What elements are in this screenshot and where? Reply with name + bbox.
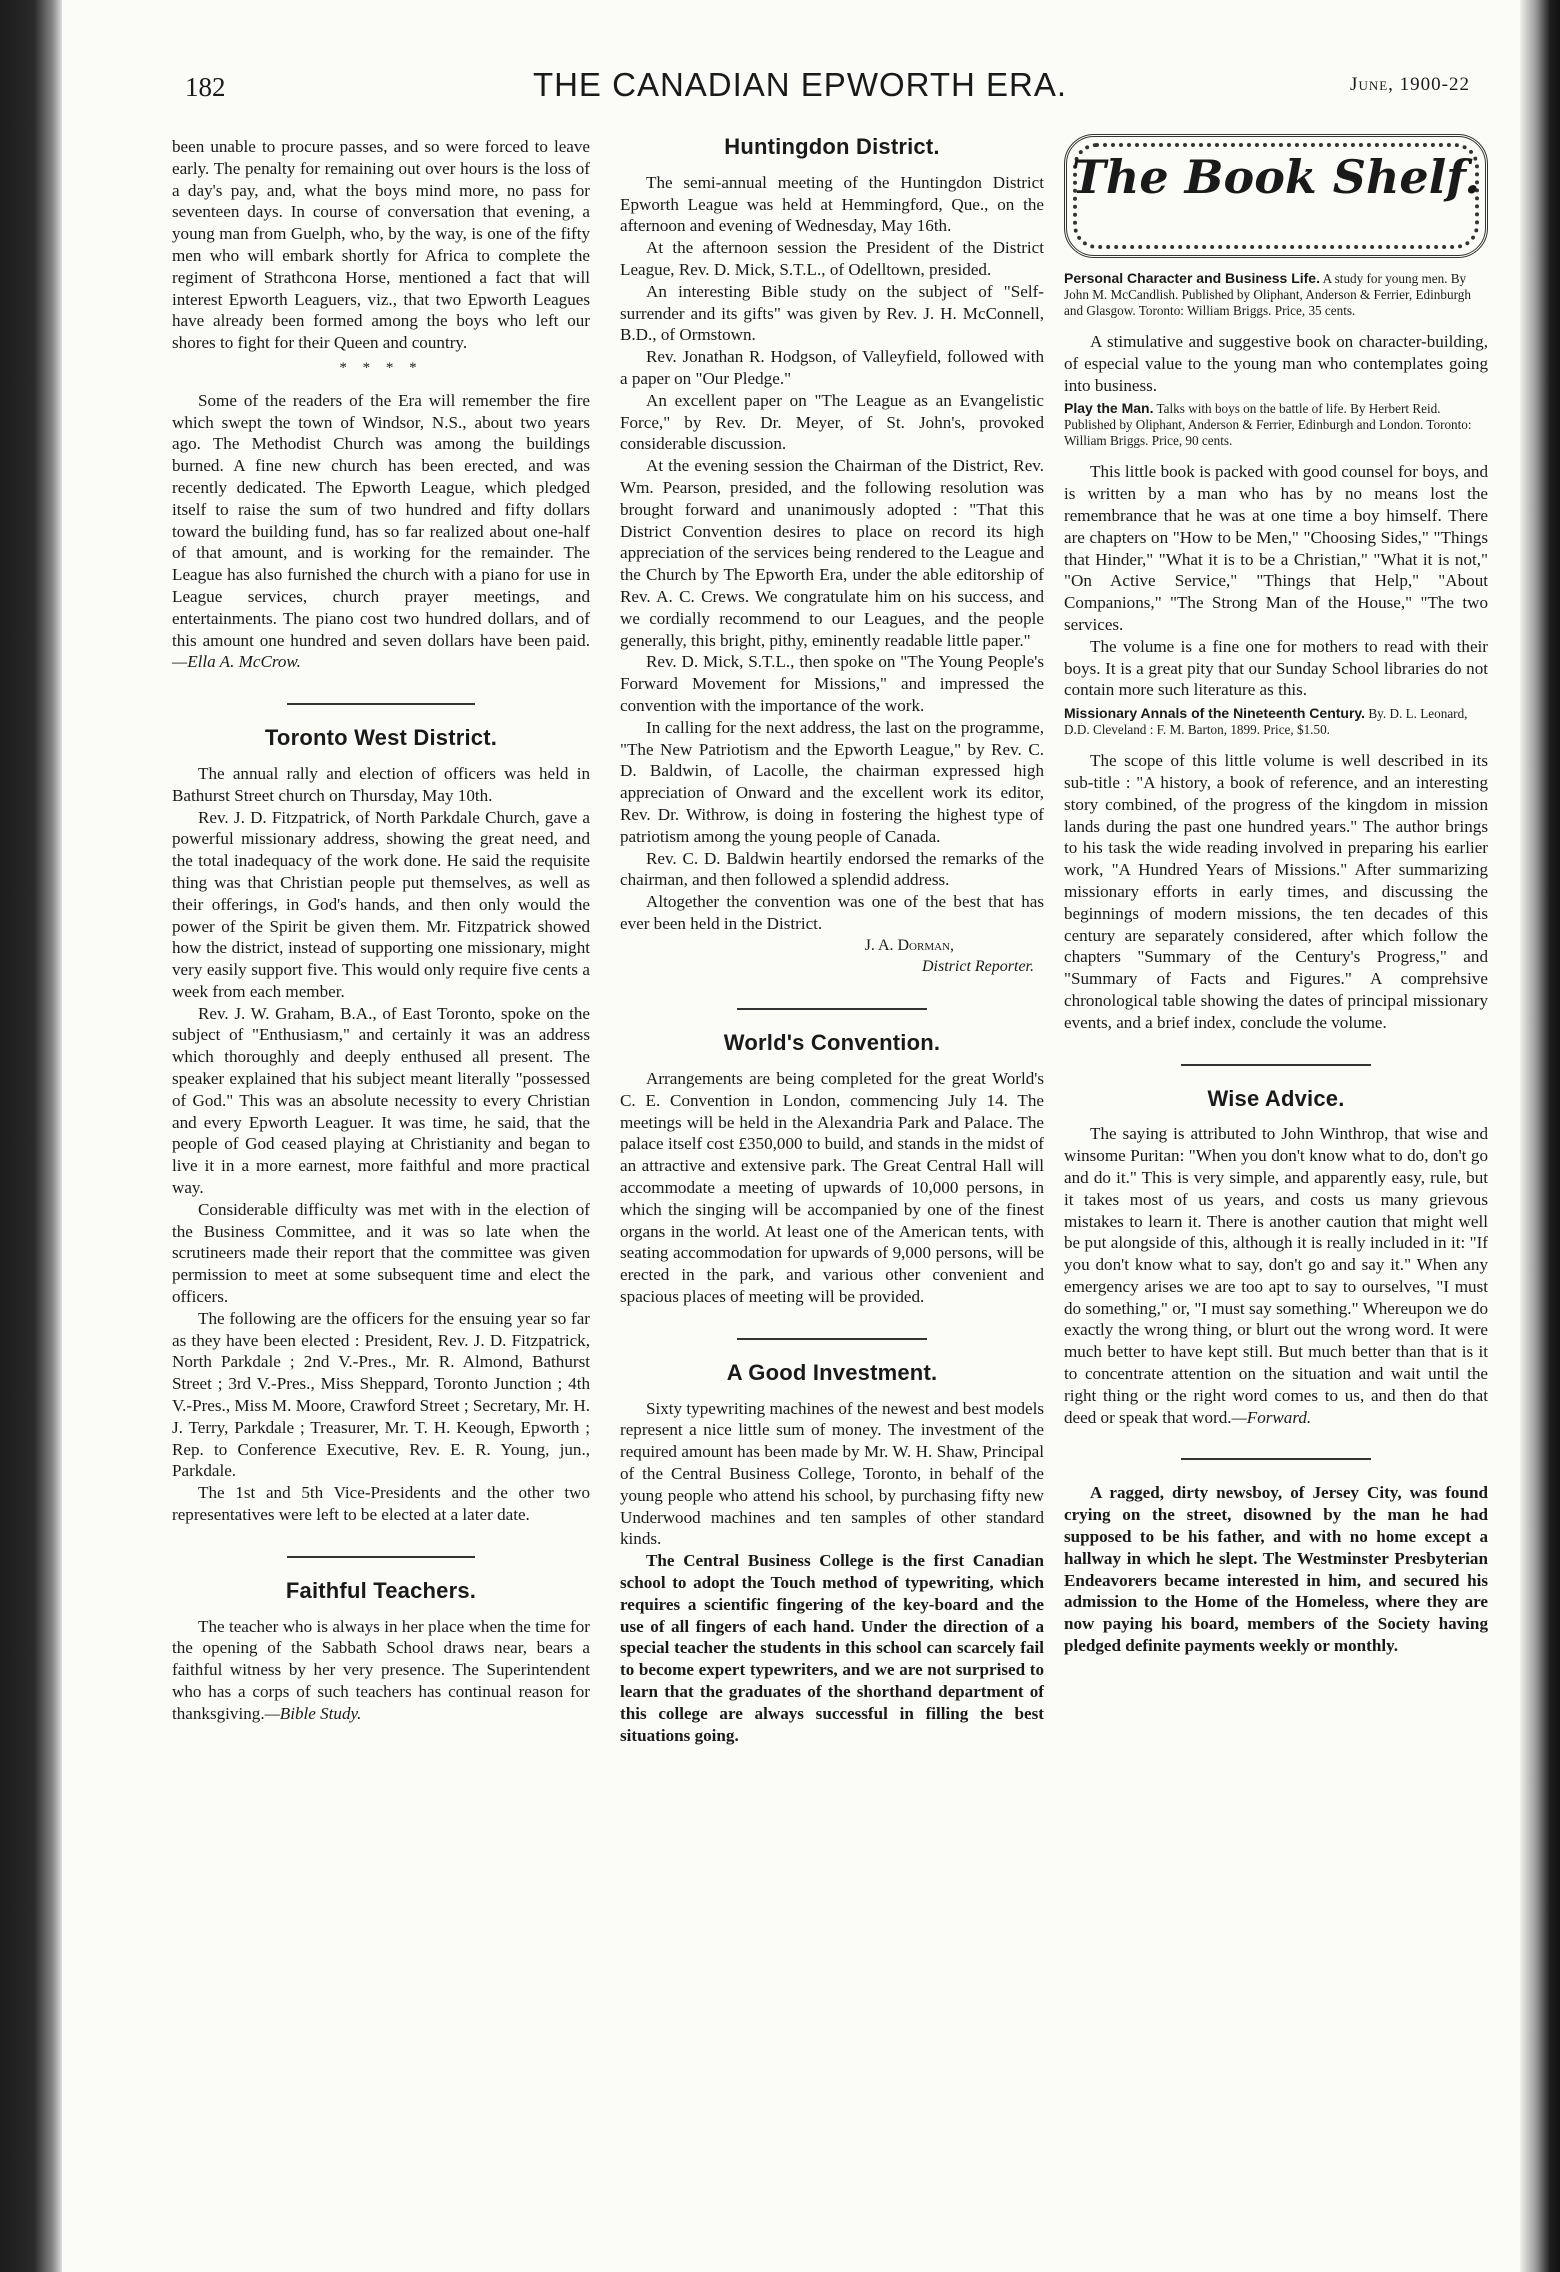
section-divider (737, 1008, 928, 1010)
section-divider (1181, 1458, 1372, 1460)
paragraph: Altogether the convention was one of the best that has ever been held in the District. (620, 892, 1044, 933)
paragraph: The following are the officers for the ensuing year so far as they have been elected : President, Rev. J. D. Fitzpatrick, North Parkdale ; 2nd V.-Pres., Mr. R. Almond, Bathurst Street ; 3rd V.-Pres., Miss Sheppard, Toronto Junction ; 4th V.-Pres., Miss M. Moore, Crawford Street ; Secretary, Mr. H. J. Terry, Parkdale ; Treasurer, Mr. T. H. Keough, Epworth ; Rep. to Conference Executive, Rev. E. R. Young, jun., Parkdale. (172, 1308, 590, 1481)
paragraph: The volume is a fine one for mothers to read with their boys. It is a great pity that our Sunday School libraries do not contain more such literature as this. (1064, 636, 1488, 700)
paragraph: In calling for the next address, the last on the programme, "The New Patriotism and the Epworth League," by Rev. C. D. Baldwin, of Lacolle, the chairman expressed high appreciation of Onward and the excellent work its editor, Rev. Dr. Withrow, is doing in fostering the highest type of patriotism among the young people of Canada. (620, 717, 1044, 846)
paragraph: Rev. Jonathan R. Hodgson, of Valleyfield, followed with a paper on "Our Pledge." (620, 347, 1044, 388)
paragraph: Rev. J. W. Graham, B.A., of East Toronto, spoke on the subject of "Enthusiasm," and certainly it was an address which thoroughly and deeply enthused all present. The speaker explained that his subject meant literally "possessed of God." This was an absolute necessity to every Christian and every Epworth Leaguer. It was time, he said, that the people of God ceased playing at Christianity and began to live it in a more earnest, more faithful and more practical way. (172, 1003, 590, 1198)
paragraph: Arrangements are being completed for the great World's C. E. Convention in London, commencing July 14. The meetings will be held in the Alexandria Park and Palace. The palace itself cost £350,000 to build, and stands in the midst of an attractive and extensive park. The Great Central Hall will accommodate a meeting of upwards of 10,000 persons, in which the singing will be accompanied by one of the finest organs in the world. At least one of the American tents, with seating accommodation for upwards of 9,000 persons, will be erected in the park, and various other convenient and spacious places of meeting will be provided. (620, 1069, 1044, 1307)
book-details: Talks with boys on the battle of life. By Herbert Reid. Published by Oliphant, Anderson & Ferrier, Edinburgh and London. Toronto: William Briggs. Price, 90 cents. (1064, 401, 1472, 449)
paragraph: An interesting Bible study on the subject of "Self-surrender and its gifts" was given by Rev. J. H. McConnell, B.D., of Ormstown. (620, 281, 1044, 345)
book-entry (1064, 270, 1488, 319)
paragraph: A stimulative and suggestive book on character-building, of especial value to the young man who contemplates going into business. (1064, 332, 1488, 395)
book-details: A study for young men. By John M. McCandlish. Published by Oliphant, Anderson & Ferrier, Edinburgh and Glasgow. Toronto: William Briggs. Price, 35 cents. (1064, 271, 1471, 318)
section-divider (737, 1338, 928, 1340)
section-title: Wise Advice. (1207, 1085, 1345, 1111)
column-1 (172, 136, 590, 1725)
reporter-title: District Reporter. (922, 958, 1034, 976)
book-title: Personal Character and Business Life. (1064, 270, 1320, 286)
signature: —Ella A. McCrow. (172, 652, 301, 672)
paragraph: The annual rally and election of officers was held in Bathurst Street church on Thursday, May 10th. (172, 763, 590, 805)
section-divider (287, 703, 475, 705)
section-divider (287, 1556, 475, 1558)
column-2 (620, 136, 1044, 1746)
paragraph: Considerable difficulty was met with in the election of the Business Committee, and it was so late when the scrutineers made their report that the committee was given permission to meet at some subsequent time and elect the officers. (172, 1199, 590, 1307)
book-shelf-title: The Book Shelf. (1071, 150, 1481, 204)
paragraph: The scope of this little volume is well described in its sub-title : "A history, a book of reference, and an interesting story combined, of the progress of the kingdom in mission lands during the past one hundred years." The author brings to his task the wide reading involved in preparing his earlier work, "A Hundred Years of Missions." After summarizing missionary efforts in early times, and discussing the beginnings of modern missions, the ten decades of this century are separately considered, after which follow the chapters "Summary of the Century's Progress," and "Summary of Facts and Figures." A comprehsive chronological table showing the dates of principal missionary events, and a brief index, conclude the volume. (1064, 751, 1488, 1032)
paragraph (172, 1616, 590, 1725)
book-entry (1064, 400, 1488, 449)
paragraph: At the evening session the Chairman of the District, Rev. Wm. Pearson, presided, and the following resolution was brought forward and unanimously adopted : "That this District Convention desires to place on record its high appreciation of the services being rendered to the League and the Church by The Epworth Era, under the able editorship of Rev. A. C. Crews. We congratulate him on his success, and we cordially recommend to our Leagues, and the people generally, this bright, pithy, eminently readable little paper." (620, 456, 1044, 650)
reporter-name: J. A. Dorman, (864, 936, 954, 954)
book-title: Missionary Annals of the Nineteenth Century. (1064, 705, 1366, 722)
paragraph: Sixty typewriting machines of the newest and best models represent a nice little sum of money. The investment of the required amount has been made by Mr. W. H. Shaw, Principal of the Central Business College, Toronto, in behalf of the young people who attend his school, by purchasing fifty new Underwood machines and ten samples of other standard kinds. (620, 1398, 1044, 1549)
paragraph: At the afternoon session the President of the District League, Rev. D. Mick, S.T.L., of Odelltown, presided. (620, 238, 1044, 279)
paragraph (1064, 1123, 1488, 1428)
paragraph: An excellent paper on "The League as an Evangelistic Force," by Rev. Dr. Meyer, of St. John's, provoked considerable discussion. (620, 390, 1044, 454)
paragraph: The Central Business College is the first Canadian school to adopt the Touch method of typewriting, which requires a scientific fingering of the key-board and the use of all fingers of each hand. Under the direction of a special teacher the students in this school can scarcely fail to become expert typewriters, and we are not surprised to learn that the graduates of the shorthand department of this college are always successful in filling the best situations going. (620, 1551, 1044, 1745)
paragraph: Rev. D. Mick, S.T.L., then spoke on "The Young People's Forward Movement for Missions," and impressed the convention with the importance of the work. (620, 652, 1044, 715)
section-title: Huntingdon District. (724, 134, 940, 159)
signature: —Forward. (1231, 1407, 1312, 1427)
section-divider (1181, 1064, 1372, 1066)
column-3 (1064, 136, 1488, 1657)
section-title: World's Convention. (723, 1030, 941, 1056)
book-title: Play the Man. (1064, 400, 1154, 417)
paragraph: been unable to procure passes, and so were forced to leave early. The penalty for remaining out over hours is the loss of a day's pay, and, what the boys mind more, no pass for seventeen days. In course of conversation that evening, a young man from Guelph, who, by the way, is one of the fifty men who will embark shortly for Africa to complete the regiment of Strathcona Horse, mentioned a fact that will interest Epworth Leaguers, viz., that two Epworth Leagues have already been formed among the boys who left our shores to fight for their Queen and country. (172, 137, 590, 353)
masthead: THE CANADIAN EPWORTH ERA. (532, 66, 1068, 103)
paragraph: This little book is packed with good counsel for boys, and is written by a man who has by no means lost the remembrance that he was at one time a boy himself. There are chapters on "How to be Men," "Choosing Sides," "Things that Hinder," "What it is to be a Christian," "What it is not," "On Active Service," "Things that Help," "About Companions," "The Strong Man of the House," "The two services. (1064, 462, 1488, 634)
section-stars: * * * * (339, 359, 423, 376)
paragraph-text: Some of the readers of the Era will remember the fire which swept the town of Windsor, N.S., about two years ago. The Methodist Church was among the buildings burned. A fine new church has been erected, and was recently dedicated. The Epworth League, which pledged itself to raise the sum of two hundred and fifty dollars toward the building fund, has so far realized about one-half of that amount, and is working for the remainder. The League has also furnished the church with a piano for use in League services, church prayer meetings, and entertainments. The piano cost two hundred dollars, and of this amount one hundred and seven dollars have been paid. (172, 390, 590, 650)
paragraph: Rev. C. D. Baldwin heartily endorsed the remarks of the chairman, and then followed a splendid address. (620, 848, 1044, 890)
paragraph (172, 390, 590, 673)
paragraph: The semi-annual meeting of the Huntingdon District Epworth League was held at Hemmingford, Que., on the afternoon and evening of Wednesday, May 16th. (620, 172, 1044, 236)
signature: —Bible Study. (264, 1703, 362, 1723)
section-title: Toronto West District. (264, 725, 498, 751)
scan-binding-shadow (0, 0, 62, 2272)
paragraph: Rev. J. D. Fitzpatrick, of North Parkdale Church, gave a powerful missionary address, showing the great need, and the total inadequacy of the work done. He said the requisite thing was that Christian people put themselves, as well as their offerings, in God's hands, and then only would the power of the Spirit be given them. Mr. Fitzpatrick showed how the district, instead of supporting one missionary, might very easily support five. This would only require five cents a week from each member. (172, 807, 590, 1001)
issue-date: June, 1900-22 (1350, 74, 1470, 95)
scan-edge-shadow (1520, 0, 1560, 2272)
book-details: By. D. L. Leonard, D.D. Cleveland : F. M. Barton, 1899. Price, $1.50. (1064, 706, 1468, 738)
section-title: Faithful Teachers. (285, 1577, 477, 1603)
page-number: 182 (185, 72, 226, 102)
book-shelf-banner (1064, 134, 1488, 258)
paragraph-text: The teacher who is always in her place when the time for the opening of the Sabbath School draws near, bears a faithful witness by her very presence. The Superintendent who has a corps of such teachers has continual reason for thanksgiving. (172, 1616, 590, 1723)
page-header (130, 58, 1470, 118)
paragraph: The 1st and 5th Vice-Presidents and the other two representatives were left to be elected at a later date. (172, 1483, 590, 1525)
paragraph: A ragged, dirty newsboy, of Jersey City, was found crying on the street, disowned by the man he had supposed to be his father, and with no home except a hallway in which he slept. The Westminster Presbyterian Endeavorers became interested in him, and secured his admission to the Home of the Homeless, where they are now paying his board, members of the Society having pledged definite payments weekly or monthly. (1064, 1483, 1488, 1656)
section-title: A Good Investment. (726, 1359, 938, 1385)
book-entry (1064, 705, 1488, 738)
paragraph-text: The saying is attributed to John Winthrop, that wise and winsome Puritan: "When you don't know what to do, don't go and do it." This is very simple, and apparently easy, rule, but it takes most of us years, and costs us many grievous mistakes to learn it. There is another caution that might well be put alongside of this, although it is really included in it: "If you don't know what to say, don't go and say it." When any emergency arises we are too apt to say to ourselves, "I must do something," or, "I must say something." Whereupon we do exactly the wrong thing, or blurt out the wrong word. It were much better to have kept still. But much better than that is it to concentrate attention on the situation and wait until the right thing or the right word comes to us, and then do that deed or speak that word. (1064, 1124, 1488, 1427)
